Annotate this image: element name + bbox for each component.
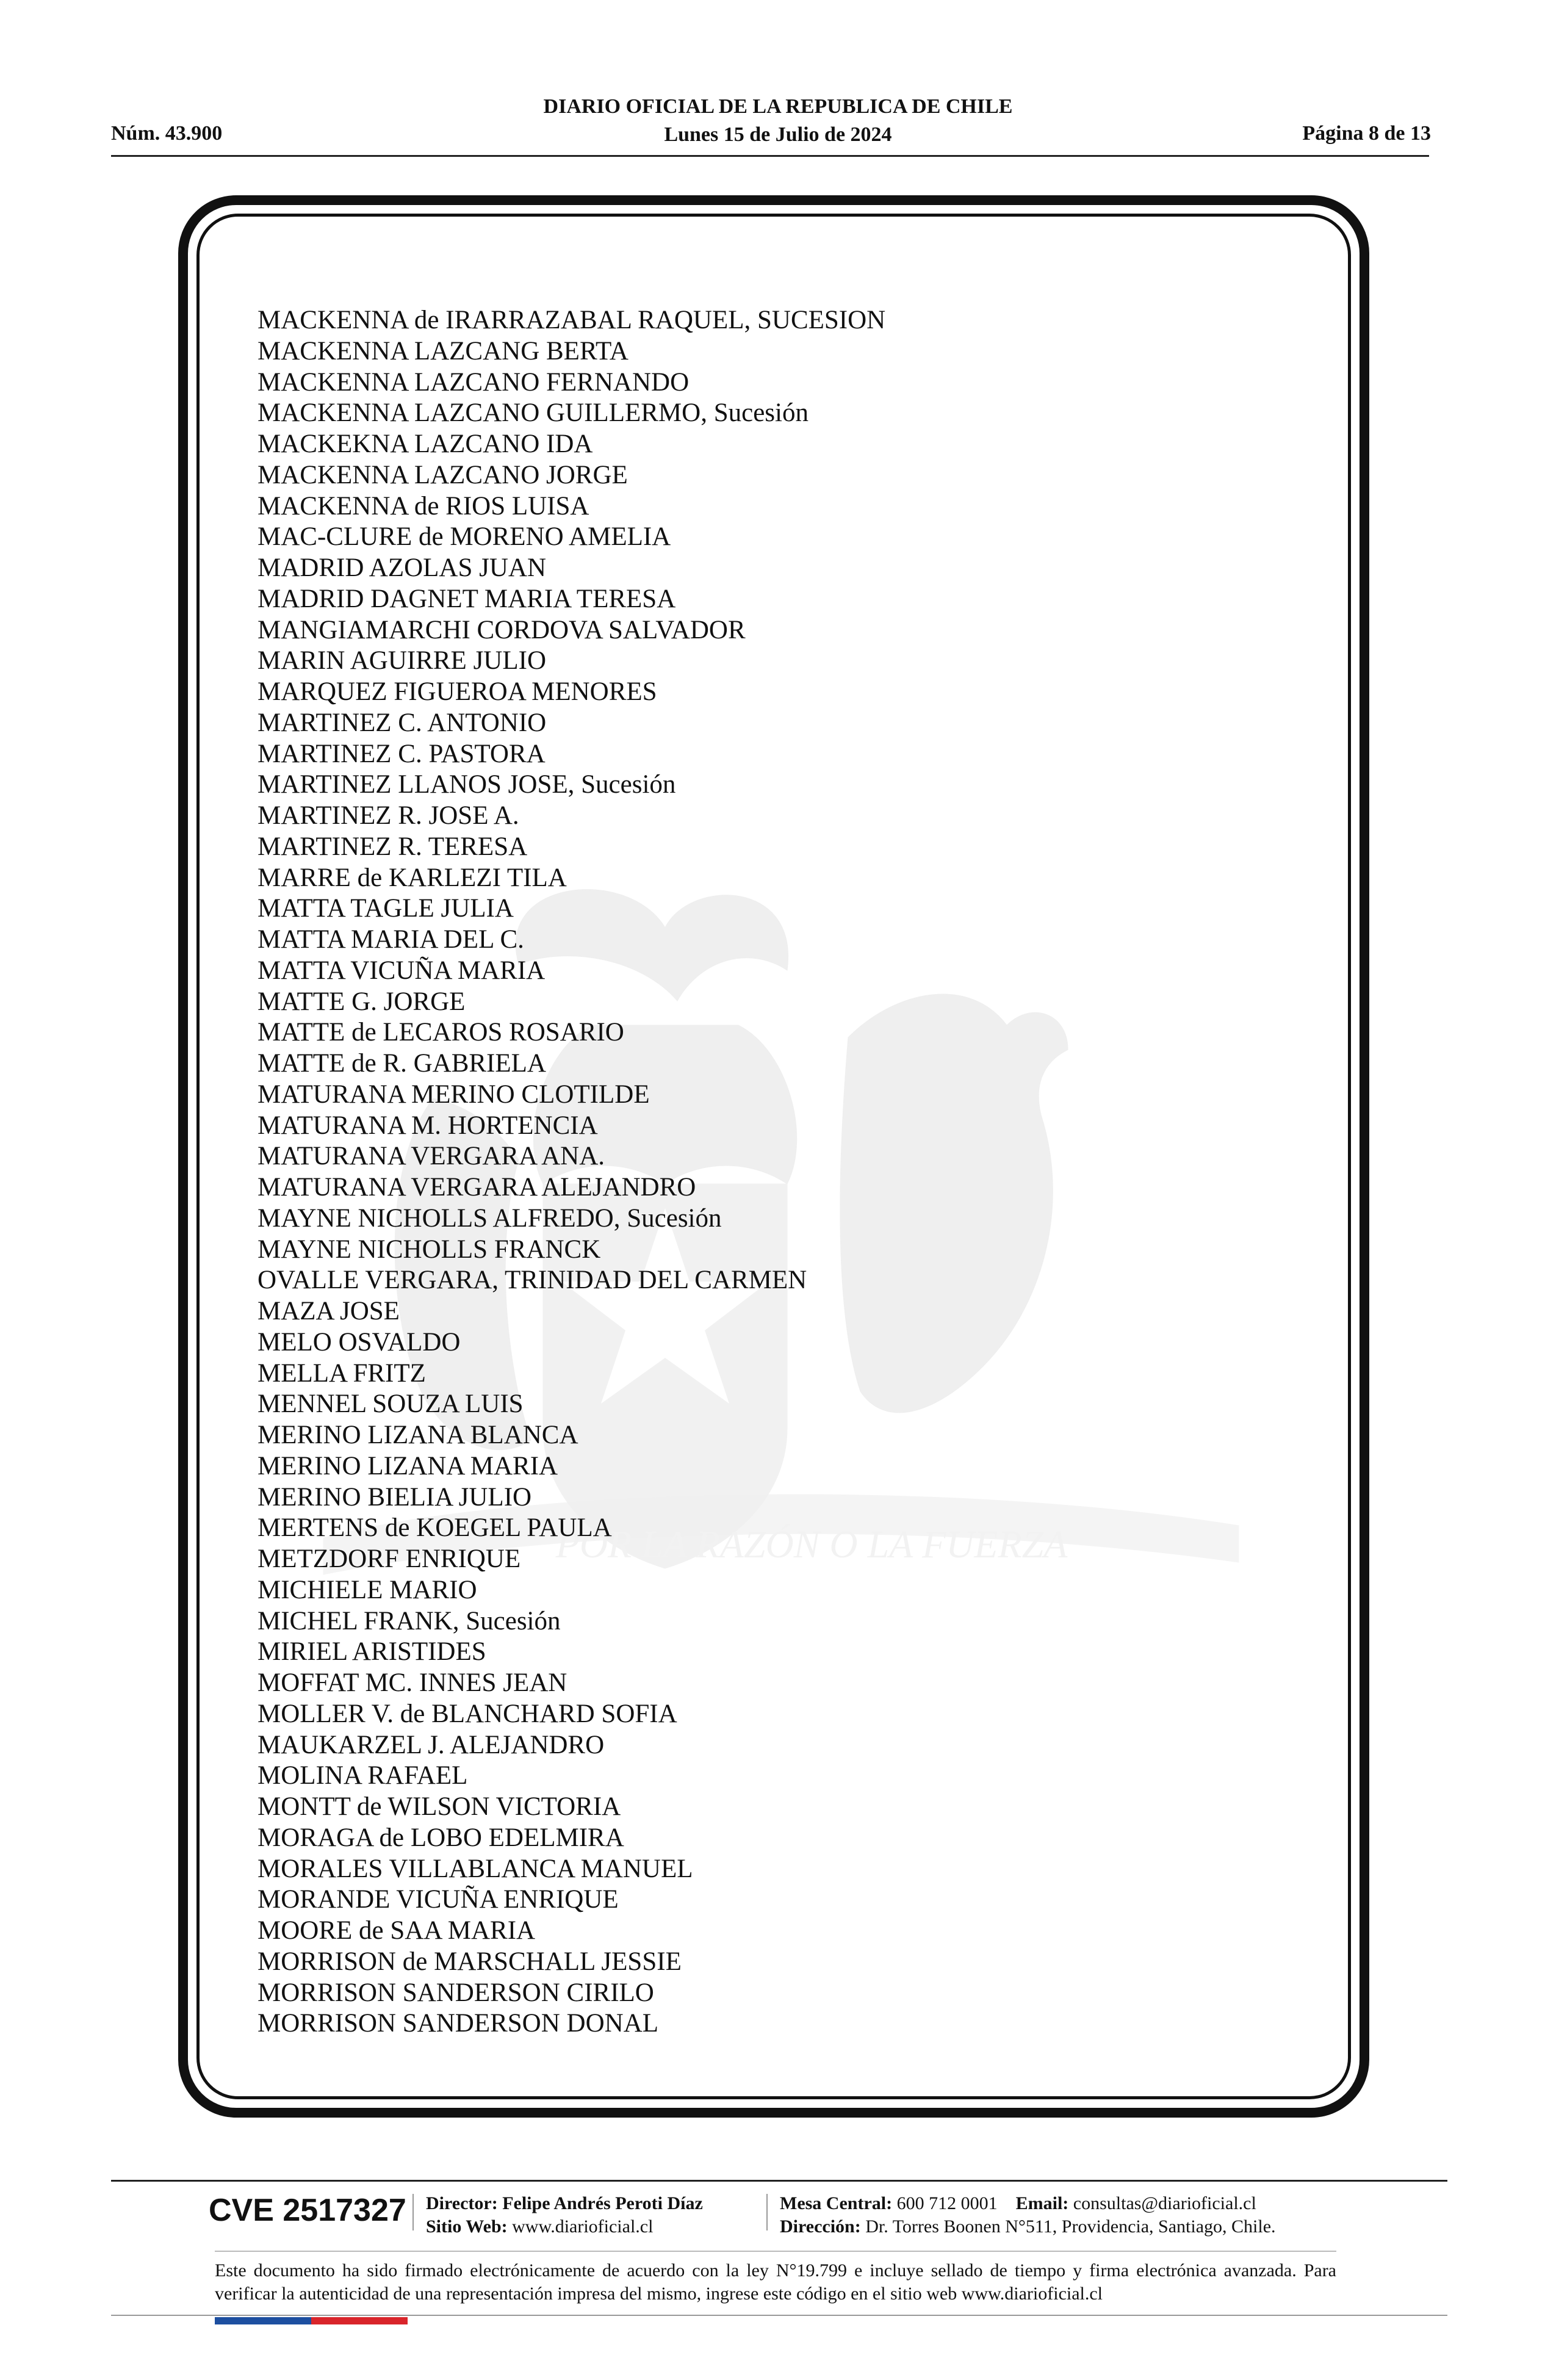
footer-bottom-rule — [111, 2315, 1447, 2316]
list-item: MENNEL SOUZA LUIS — [258, 1390, 524, 1419]
header-divider — [111, 155, 1429, 157]
flag-stripe-blue — [215, 2317, 311, 2324]
list-item: MOLINA RAFAEL — [258, 1761, 468, 1790]
list-item: MORRISON SANDERSON DONAL — [258, 2009, 659, 2038]
list-item: OVALLE VERGARA, TRINIDAD DEL CARMEN — [258, 1266, 807, 1295]
list-item: MACKENNA LAZCANO GUILLERMO, Sucesión — [258, 398, 809, 428]
page-number: Página 8 de 13 — [1302, 122, 1431, 145]
list-item: MORAGA de LOBO EDELMIRA — [258, 1823, 624, 1852]
list-item: MAUKARZEL J. ALEJANDRO — [258, 1730, 605, 1759]
list-item: MARRE de KARLEZI TILA — [258, 863, 567, 892]
list-item: MATTA VICUÑA MARIA — [258, 956, 546, 985]
list-item: MERINO LIZANA BLANCA — [258, 1421, 578, 1449]
list-item: MAYNE NICHOLLS FRANCK — [258, 1235, 601, 1264]
list-item: MORANDE VICUÑA ENRIQUE — [258, 1885, 619, 1914]
list-item: MARQUEZ FIGUEROA MENORES — [258, 677, 657, 706]
cve-code: CVE 2517327 — [209, 2193, 406, 2228]
list-item: MAYNE NICHOLLS ALFREDO, Sucesión — [258, 1203, 722, 1233]
names-list — [258, 305, 885, 2039]
list-item: MARTINEZ C. ANTONIO — [258, 708, 547, 737]
list-item: MORRISON SANDERSON CIRILO — [258, 1978, 654, 2007]
address-text: Dr. Torres Boonen N°511, Providencia, Santiago, Chile. — [865, 2216, 1276, 2237]
list-item: METZDORF ENRIQUE — [258, 1545, 521, 1573]
list-item: MATTE G. JORGE — [258, 987, 466, 1016]
email-label: Email: — [1015, 2193, 1069, 2213]
list-item: MIRIEL ARISTIDES — [258, 1637, 486, 1667]
phone-number: 600 712 0001 — [896, 2193, 998, 2213]
list-item: MADRID DAGNET MARIA TERESA — [258, 584, 676, 613]
issue-date: Lunes 15 de Julio de 2024 — [664, 123, 892, 146]
list-item: MONTT de WILSON VICTORIA — [258, 1792, 621, 1821]
list-item: MERTENS de KOEGEL PAULA — [258, 1513, 612, 1543]
website-link[interactable]: www.diarioficial.cl — [512, 2216, 654, 2237]
list-item: MARTINEZ R. JOSE A. — [258, 801, 519, 830]
footer-separator — [412, 2194, 414, 2230]
footer-contact-block — [780, 2192, 1276, 2238]
list-item: MADRID AZOLAS JUAN — [258, 554, 547, 582]
list-item: MATURANA M. HORTENCIA — [258, 1111, 598, 1140]
list-item: MATTE de LECAROS ROSARIO — [258, 1018, 624, 1047]
list-item: MATURANA MERINO CLOTILDE — [258, 1080, 650, 1109]
footer-inner-divider — [215, 2251, 1336, 2252]
flag-stripe-red — [311, 2317, 408, 2324]
footer-divider — [111, 2180, 1447, 2182]
issue-number: Núm. 43.900 — [111, 122, 223, 145]
website-label: Sitio Web: — [426, 2216, 508, 2237]
list-item: MERINO BIELIA JULIO — [258, 1482, 532, 1512]
list-item: MORALES VILLABLANCA MANUEL — [258, 1854, 693, 1883]
list-item: MERINO LIZANA MARIA — [258, 1451, 558, 1480]
list-item: MAC-CLURE de MORENO AMELIA — [258, 522, 671, 552]
list-item: MACKEKNA LAZCANO IDA — [258, 430, 593, 458]
list-item: MACKENNA LAZCANG BERTA — [258, 336, 629, 366]
list-item: MANGIAMARCHI CORDOVA SALVADOR — [258, 615, 746, 644]
list-item: MACKENNA LAZCANO JORGE — [258, 460, 628, 489]
email-link[interactable]: consultas@diarioficial.cl — [1073, 2193, 1256, 2213]
list-item: MELLA FRITZ — [258, 1358, 426, 1388]
list-item: MICHEL FRANK, Sucesión — [258, 1606, 561, 1635]
list-item: MATTA TAGLE JULIA — [258, 894, 514, 923]
director-name: Felipe Andrés Peroti Díaz — [502, 2193, 703, 2213]
footer-separator — [766, 2194, 768, 2230]
list-item: MARTINEZ R. TERESA — [258, 832, 528, 861]
signature-notice: Este documento ha sido firmado electrónicamente de acuerdo con la ley N°19.799 e incluye sellado de tiempo y firma electrónica avanzada. Para verificar la autenticidad de una representación impresa del mismo, ingrese este código en el sitio web www.diarioficial.cl — [215, 2260, 1336, 2304]
footer-director-block — [426, 2192, 703, 2238]
director-label: Director: — [426, 2193, 498, 2213]
address-label: Dirección: — [780, 2216, 861, 2237]
watermark-motto: POR LA RAZÓN O LA FUERZA — [555, 1523, 1068, 1566]
list-item: MACKENNA de IRARRAZABAL RAQUEL, SUCESION — [258, 306, 886, 334]
list-item: MARIN AGUIRRE JULIO — [258, 646, 546, 676]
publication-title: DIARIO OFICIAL DE LA REPUBLICA DE CHILE — [543, 95, 1013, 118]
list-item: MOLLER V. de BLANCHARD SOFIA — [258, 1699, 677, 1728]
list-item: MORRISON de MARSCHALL JESSIE — [258, 1947, 682, 1976]
list-item: MELO OSVALDO — [258, 1327, 461, 1357]
list-item: MAZA JOSE — [258, 1297, 400, 1325]
list-item: MARTINEZ LLANOS JOSE, Sucesión — [258, 770, 676, 799]
list-item: MATURANA VERGARA ALEJANDRO — [258, 1173, 696, 1202]
list-item: MATTA MARIA DEL C. — [258, 925, 524, 954]
list-item: MOORE de SAA MARIA — [258, 1916, 536, 1945]
list-item: MICHIELE MARIO — [258, 1575, 477, 1604]
list-item: MACKENNA de RIOS LUISA — [258, 491, 589, 521]
list-item: MARTINEZ C. PASTORA — [258, 739, 546, 768]
phone-label: Mesa Central: — [780, 2193, 893, 2213]
list-item: MOFFAT MC. INNES JEAN — [258, 1668, 567, 1697]
list-item: MACKENNA LAZCANO FERNANDO — [258, 367, 690, 397]
list-item: MATTE de R. GABRIELA — [258, 1049, 546, 1078]
list-item: MATURANA VERGARA ANA. — [258, 1142, 605, 1171]
